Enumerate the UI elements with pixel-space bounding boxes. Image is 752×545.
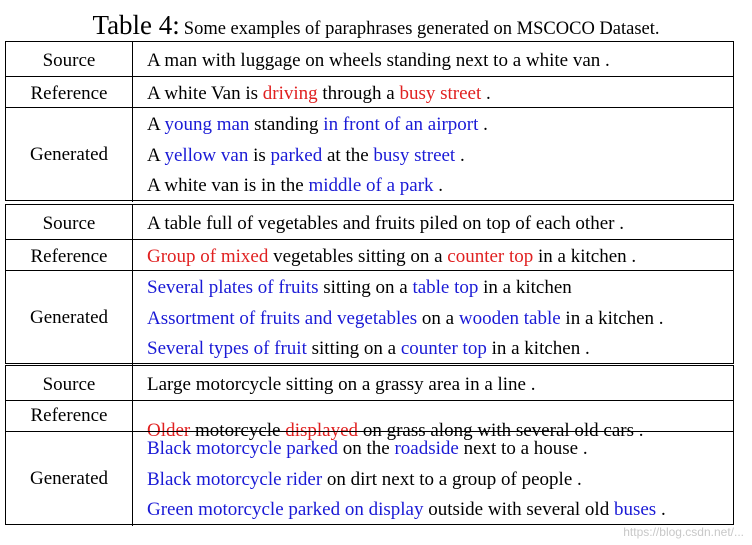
red-highlight: driving bbox=[262, 83, 318, 104]
blue-highlight: buses bbox=[613, 499, 657, 520]
reference-row bbox=[6, 400, 733, 441]
blue-highlight: yellow van bbox=[164, 145, 249, 166]
plain-text: is bbox=[248, 145, 271, 166]
source-label: Source bbox=[42, 50, 96, 71]
red-highlight: displayed bbox=[285, 420, 359, 441]
plain-text: A bbox=[147, 114, 165, 135]
column-divider bbox=[132, 77, 133, 107]
plain-text: in a kitchen bbox=[478, 277, 572, 298]
plain-text: A white Van is bbox=[147, 83, 263, 104]
generated-row bbox=[6, 107, 733, 202]
reference-label: Reference bbox=[30, 246, 108, 267]
blue-highlight: roadside bbox=[394, 438, 459, 459]
reference-row bbox=[6, 239, 733, 270]
plain-text: on the bbox=[337, 438, 395, 459]
source-sentence bbox=[147, 49, 610, 73]
blue-highlight: busy street bbox=[373, 145, 456, 166]
column-divider bbox=[132, 108, 133, 202]
blue-highlight: Several types of fruit bbox=[147, 338, 307, 359]
plain-text: . bbox=[478, 114, 488, 135]
example-group bbox=[5, 41, 734, 201]
plain-text: sitting on a bbox=[306, 338, 401, 359]
generated-paraphrase bbox=[147, 307, 664, 331]
plain-text: on dirt next to a group of people . bbox=[322, 469, 582, 490]
example-group bbox=[5, 204, 734, 364]
column-divider bbox=[132, 240, 133, 270]
generated-paraphrase bbox=[147, 276, 572, 300]
column-divider bbox=[132, 42, 133, 76]
column-divider bbox=[132, 205, 133, 239]
plain-text: A bbox=[147, 145, 165, 166]
blue-highlight: wooden table bbox=[458, 308, 561, 329]
plain-text: sitting on a bbox=[318, 277, 413, 298]
column-divider bbox=[132, 401, 133, 431]
red-highlight: Older bbox=[147, 420, 191, 441]
plain-text: A table full of vegetables and fruits piled on top of each other . bbox=[147, 213, 624, 234]
source-row bbox=[6, 366, 733, 400]
generated-paraphrase bbox=[147, 144, 465, 168]
plain-text: in a kitchen . bbox=[533, 246, 637, 267]
plain-text: Large motorcycle sitting on a grassy area in a line . bbox=[147, 374, 536, 395]
blue-highlight: table top bbox=[412, 277, 479, 298]
generated-paraphrase bbox=[147, 337, 590, 361]
blue-highlight: in front of an airport bbox=[323, 114, 479, 135]
plain-text: motorcycle bbox=[190, 420, 286, 441]
plain-text: next to a house . bbox=[458, 438, 588, 459]
source-label: Source bbox=[42, 374, 96, 395]
watermark: https://blog.csdn.net/... bbox=[623, 525, 744, 539]
blue-highlight: counter top bbox=[400, 338, 487, 359]
plain-text: . bbox=[656, 499, 666, 520]
plain-text: in a kitchen . bbox=[486, 338, 590, 359]
source-sentence bbox=[147, 212, 624, 236]
blue-highlight: parked bbox=[270, 145, 323, 166]
red-highlight: counter top bbox=[447, 246, 534, 267]
blue-highlight: Black motorcycle parked bbox=[147, 438, 338, 459]
column-divider bbox=[132, 432, 133, 526]
plain-text: on grass along with several old cars . bbox=[358, 420, 644, 441]
plain-text: A man with luggage on wheels standing next to a white van . bbox=[147, 50, 610, 71]
generated-row bbox=[6, 270, 733, 365]
generated-label: Generated bbox=[29, 143, 109, 165]
plain-text: vegetables sitting on a bbox=[268, 246, 448, 267]
plain-text: standing bbox=[249, 114, 324, 135]
generated-paraphrase bbox=[147, 437, 588, 461]
column-divider bbox=[132, 271, 133, 365]
plain-text: on a bbox=[417, 308, 459, 329]
blue-highlight: Assortment of fruits and vegetables bbox=[147, 308, 418, 329]
source-label: Source bbox=[42, 213, 96, 234]
reference-label: Reference bbox=[30, 83, 108, 104]
plain-text: . bbox=[433, 175, 444, 196]
example-group bbox=[5, 365, 734, 525]
generated-label: Generated bbox=[29, 467, 109, 489]
generated-label: Generated bbox=[29, 306, 109, 328]
blue-highlight: Green motorcycle parked on display bbox=[147, 499, 424, 520]
generated-paraphrase bbox=[147, 468, 582, 492]
source-row bbox=[6, 205, 733, 239]
source-sentence bbox=[147, 373, 536, 397]
blue-highlight: Black motorcycle rider bbox=[147, 469, 323, 490]
blue-highlight: Several plates of fruits bbox=[147, 277, 319, 298]
column-divider bbox=[132, 366, 133, 400]
plain-text: . bbox=[481, 83, 491, 104]
plain-text: at the bbox=[322, 145, 374, 166]
reference-row bbox=[6, 76, 733, 107]
blue-highlight: young man bbox=[164, 114, 250, 135]
table-caption-text: Some examples of paraphrases generated on MSCOCO Dataset. bbox=[183, 19, 660, 39]
source-row bbox=[6, 42, 733, 76]
generated-paraphrase bbox=[147, 113, 488, 137]
table-caption bbox=[0, 10, 752, 41]
blue-highlight: middle of a park bbox=[308, 175, 434, 196]
reference-sentence bbox=[147, 245, 636, 269]
plain-text: A white van is in the bbox=[147, 175, 309, 196]
generated-paraphrase bbox=[147, 498, 666, 522]
reference-sentence bbox=[147, 82, 491, 106]
plain-text: . bbox=[455, 145, 465, 166]
plain-text: outside with several old bbox=[423, 499, 614, 520]
generated-row bbox=[6, 431, 733, 526]
reference-label: Reference bbox=[30, 405, 108, 426]
plain-text: in a kitchen . bbox=[560, 308, 664, 329]
generated-paraphrase bbox=[147, 174, 443, 198]
table-caption-label: Table 4: bbox=[92, 10, 180, 40]
red-highlight: busy street bbox=[399, 83, 482, 104]
red-highlight: Group of mixed bbox=[147, 246, 269, 267]
plain-text: through a bbox=[317, 83, 400, 104]
